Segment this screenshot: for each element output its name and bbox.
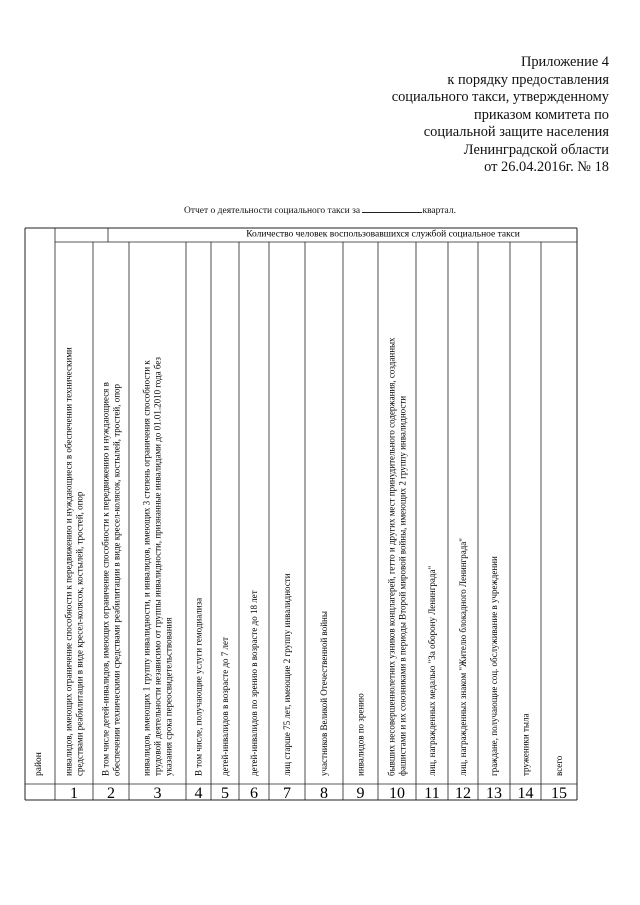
column-number: 1: [70, 785, 78, 802]
appendix-line: социального такси, утвержденному: [391, 89, 609, 105]
column-header-line: лиц старше 75 лет, имеющие 2 группу инвалидности: [282, 573, 292, 776]
appendix-line: Ленинградской области: [463, 141, 609, 158]
column-header-line: инвалидов по зрению: [355, 693, 366, 776]
column-number: 7: [283, 785, 291, 802]
column-header-line: лиц, награжденных знаком "Жителю блокадного Ленинграда": [458, 538, 468, 776]
appendix-line: к порядку предоставления: [447, 71, 609, 88]
column-number: 10: [389, 785, 405, 802]
column-headers: [64, 337, 564, 776]
column-number: 15: [551, 785, 567, 802]
column-header-line: обеспечении техническими средствами реабилитации в виде кресел-колясок, костылей, тростей, опор: [111, 383, 122, 776]
column-number: 11: [424, 785, 440, 802]
group-header: Количество человек воспользовавшихся службой социальное такси: [246, 229, 520, 240]
column-number: 5: [221, 785, 229, 802]
report-title-text: Отчет о деятельности социального такси за: [184, 206, 363, 216]
column-header-line: В том числе детей-инвалидов, имеющих ограничение способности к передвижению и нуждающиеся в: [100, 382, 111, 776]
column-number: 12: [455, 785, 471, 802]
appendix-line: приказом комитета по: [474, 106, 609, 123]
column-number: 9: [356, 785, 365, 802]
column-header-line: детей-инвалидов по зрению в возрасте до 18 лет: [249, 590, 259, 776]
column-header-line: фашистами и их союзниками в периоды Второй мировой войны, имеющих 2 группу инвалидности: [397, 395, 408, 776]
column-header-line: бывших несовершеннолетних узников концлагерей, гетто и других мест принудительного содержания, созданных: [386, 337, 397, 776]
column-header-line: детей-инвалидов в возрасте до 7 лет: [220, 637, 230, 776]
appendix-line: социальной защите населения: [423, 124, 609, 140]
column-number: 4: [194, 785, 203, 802]
column-header-line: лиц, награжденных медалью "За оборону Ленинграда": [427, 565, 437, 776]
column-number: 3: [153, 785, 162, 802]
column-number: 8: [320, 785, 328, 802]
column-header-line: указания срока переосвидетельствования: [163, 617, 174, 776]
column-header-line: инвалидов, имеющих ограничение способности к передвижению и нуждающиеся в обеспечении техническими: [63, 347, 74, 776]
column-number: 13: [486, 785, 502, 802]
column-header-line: трудовой деятельности независимо от группы инвалидности, признанные инвалидами до 01.01.2010 года без: [152, 357, 163, 776]
appendix-line: Приложение 4: [520, 54, 609, 70]
column-header-line: участников Великой Отечественной войны: [319, 611, 329, 776]
column-number: 14: [517, 785, 534, 802]
column-header-line: граждане, получающие соц. обслуживание в учреждении: [489, 556, 499, 776]
column-header-line: средствами реабилитации в виде кресел-колясок, костылей, тростей, опор: [74, 491, 85, 776]
column-header-line: В том числе, получающие услуги гемодиализа: [193, 597, 204, 776]
column-header-line: инвалидов, имеющих 1 группу инвалидности, и инвалидов, имеющих 3 степень ограничения способности к: [141, 360, 152, 776]
column-header-line: всего: [554, 755, 564, 776]
district-header: район: [34, 752, 44, 776]
column-number: 2: [107, 785, 115, 802]
column-number: 6: [250, 785, 258, 802]
report-title-suffix: квартал.: [422, 206, 456, 216]
column-header-line: труженики тыла: [520, 713, 531, 776]
appendix-line: от 26.04.2016г. № 18: [484, 159, 609, 175]
column-numbers: [70, 785, 567, 802]
